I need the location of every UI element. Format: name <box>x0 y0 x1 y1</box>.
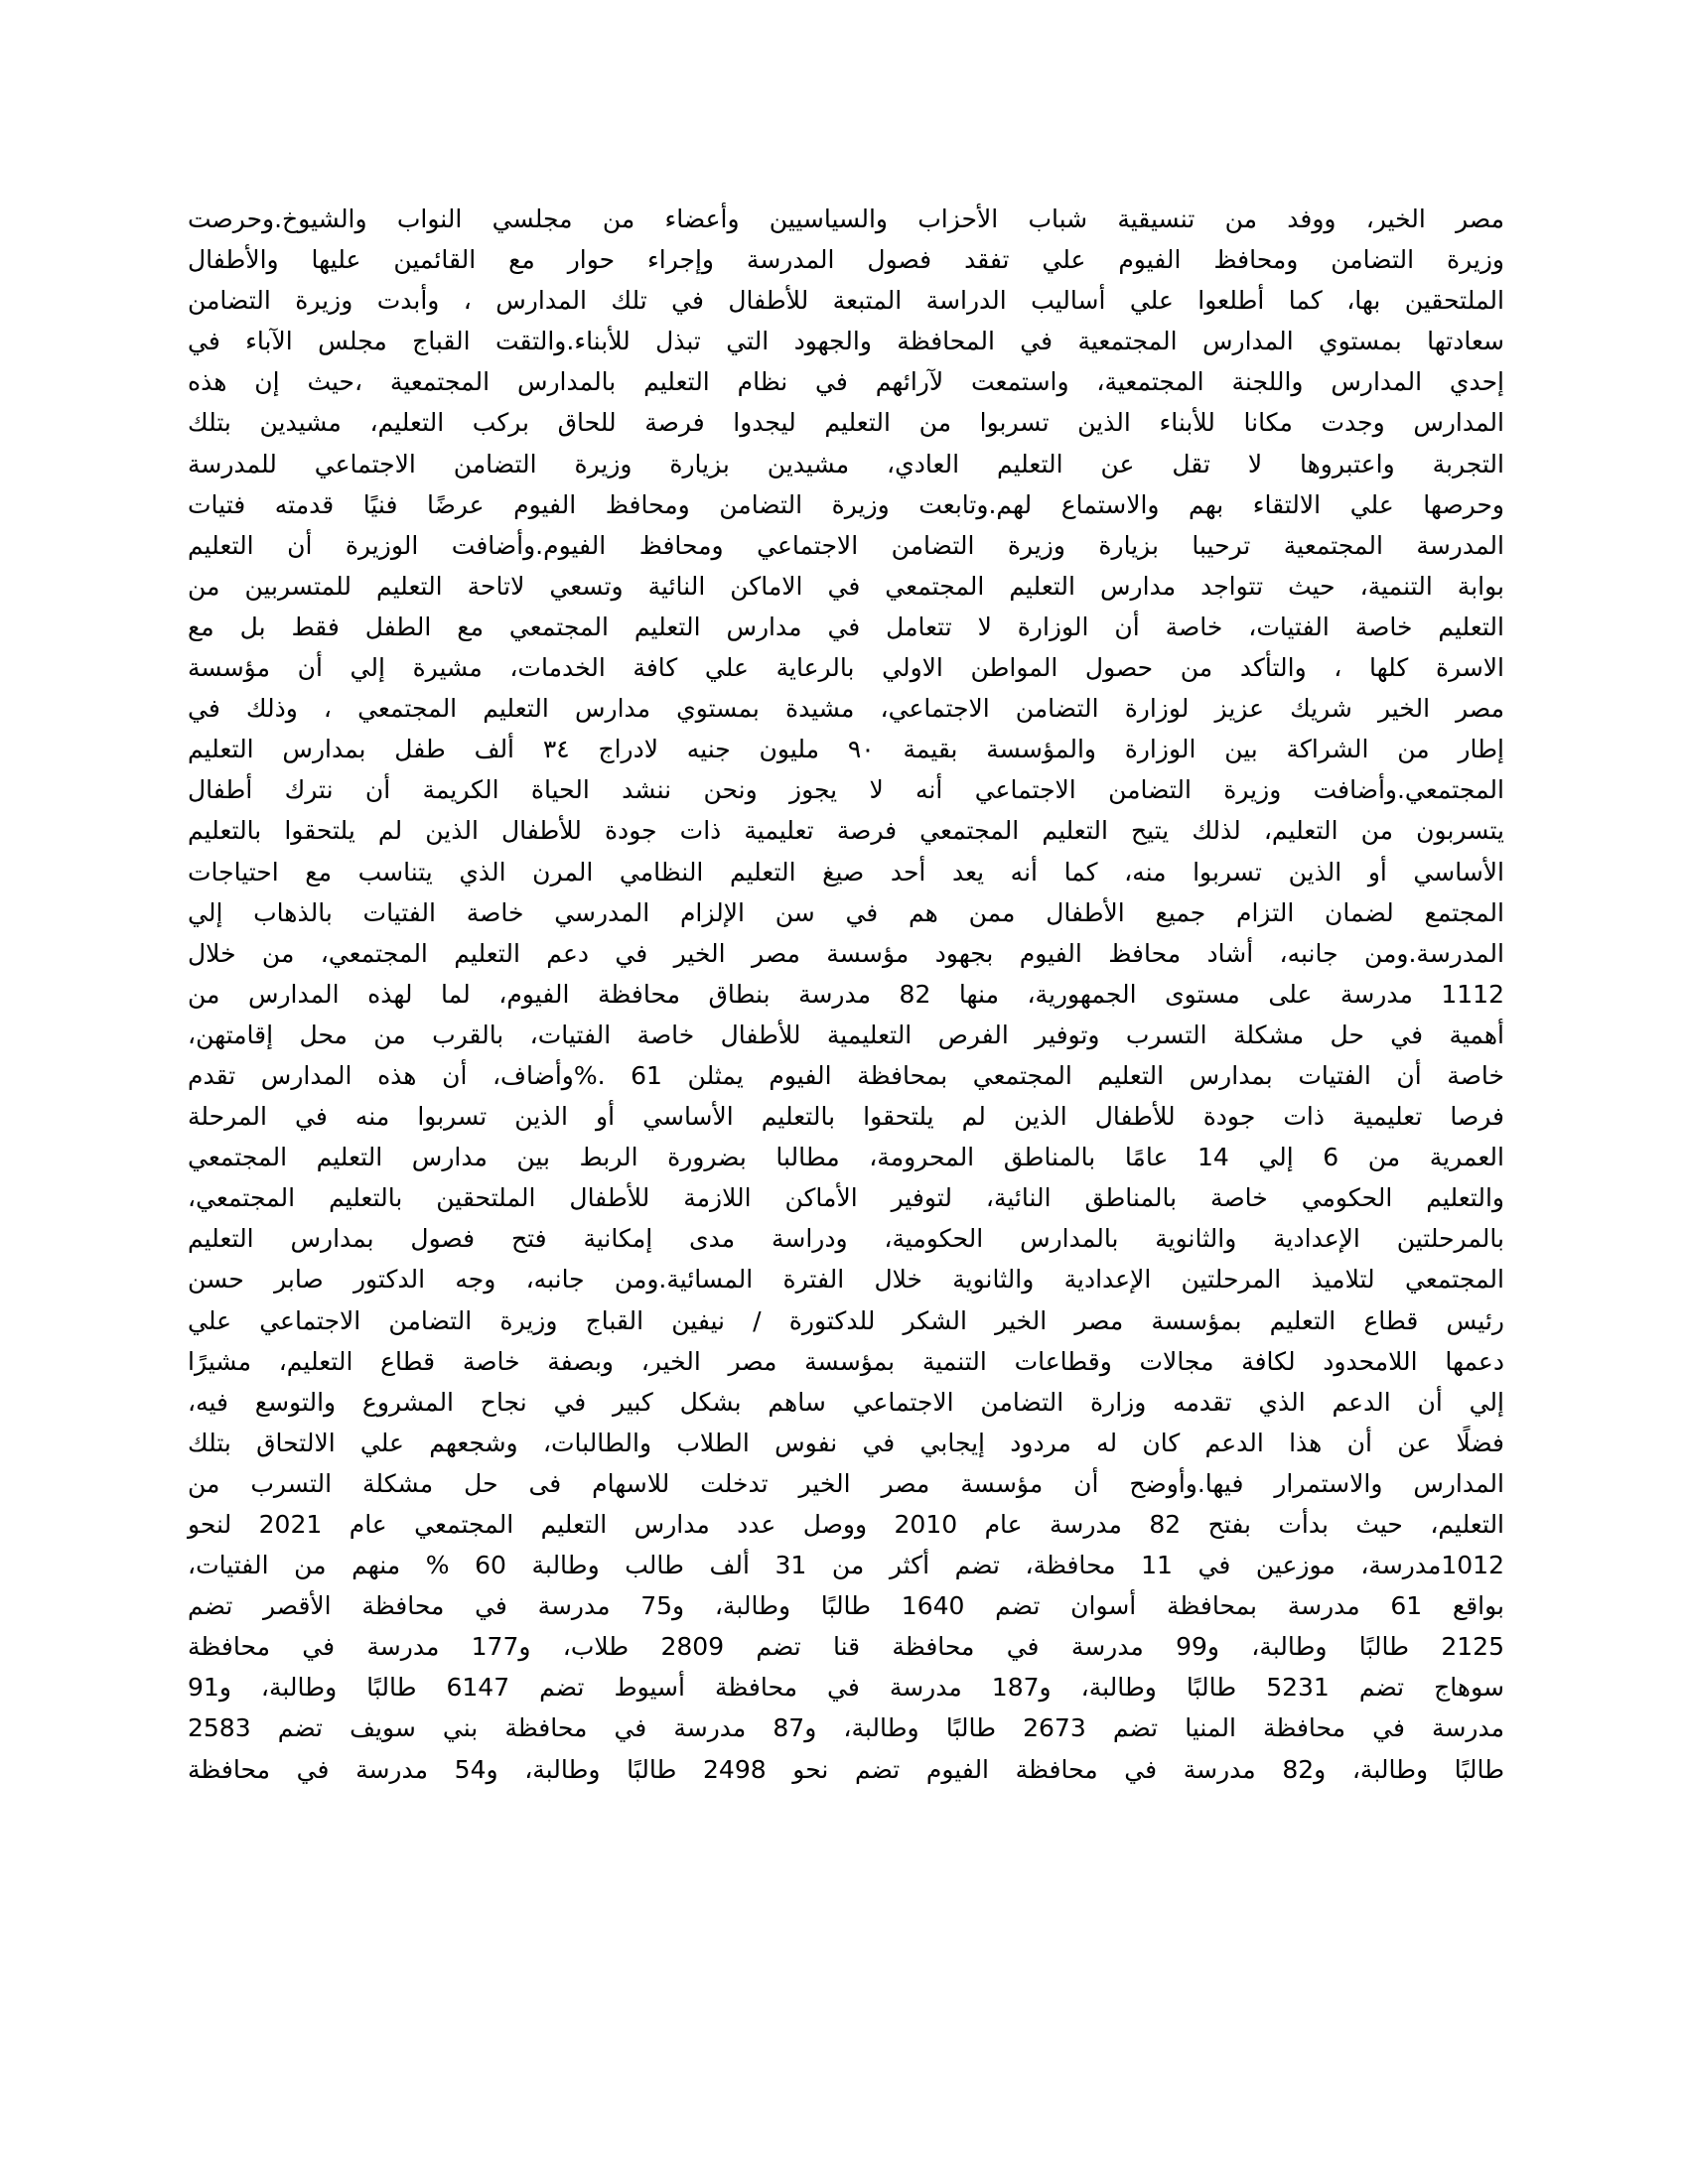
text-line: المدرسة المجتمعية ترحيبا بزيارة وزيرة التضامن الاجتماعي ومحافظ الفيوم.وأضافت الوزيرة أن التعليم <box>188 530 1504 560</box>
text-line: 2125 طالبًا وطالبة، و99 مدرسة في محافظة قنا تضم 2809 طلاب، و177 مدرسة في محافظة <box>188 1632 1504 1662</box>
text-line: المدارس وجدت مكانا للأبناء الذين تسربوا من التعليم ليجدوا فرصة للحاق بركب التعليم، مشيدين بتلك <box>188 408 1504 438</box>
text-line: طالبًا وطالبة، و82 مدرسة في محافظة الفيوم تضم نحو 2498 طالبًا وطالبة، و54 مدرسة في محافظة <box>188 1754 1505 1784</box>
text-line: 1112 مدرسة على مستوى الجمهورية، منها 82 مدرسة بنطاق محافظة الفيوم، لما لهذه المدارس من <box>188 979 1504 1009</box>
text-line: مصر الخير، ووفد من تنسيقية شباب الأحزاب والسياسيين وأعضاء من مجلسي النواب والشيوخ.وحرصت <box>188 205 1504 233</box>
text-line: العمرية من 6 إلي 14 عامًا بالمناطق المحرومة، مطالبا بضرورة الربط بين مدارس التعليم المجتمعي <box>188 1143 1504 1172</box>
text-line: وحرصها علي الالتقاء بهم والاستماع لهم.وتابعت وزيرة التضامن ومحافظ الفيوم عرضًا فنيًا قدمته فتيات <box>188 489 1504 519</box>
text-line: سعادتها بمستوي المدارس المجتمعية في المحافظة والجهود التي تبذل للأبناء.والتقت القباج مجلس الآباء في <box>188 327 1504 356</box>
text-line: أهمية في حل مشكلة التسرب وتوفير الفرص التعليمية للأطفال خاصة الفتيات، بالقرب من محل إقامتهن، <box>188 1020 1504 1049</box>
text-line: بالمرحلتين الإعدادية والثانوية بالمدارس الحكومية، ودراسة مدى إمكانية فتح فصول بمدارس التعليم <box>188 1224 1504 1254</box>
text-line: إلي أن الدعم الذي تقدمه وزارة التضامن الاجتماعي ساهم بشكل كبير في نجاح المشروع والتوسع فيه، <box>188 1387 1504 1417</box>
text-line: التعليم خاصة الفتيات، خاصة أن الوزارة لا تتعامل في مدارس التعليم المجتمعي مع الطفل فقط بل مع <box>188 612 1504 641</box>
text-line: مصر الخير شريك عزيز لوزارة التضامن الاجتماعي، مشيدة بمستوي مدارس التعليم المجتمعي ، وذلك في <box>188 694 1504 724</box>
text-line: الاسرة كلها ، والتأكد من حصول المواطن الاولي بالرعاية علي كافة الخدمات، مشيرة إلي أن مؤسسة <box>188 653 1504 683</box>
text-line: إطار من الشراكة بين الوزارة والمؤسسة بقيمة ٩٠ مليون جنيه لادراج ٣٤ ألف طفل بمدارس التعليم <box>188 735 1505 764</box>
text-line: بوابة التنمية، حيث تتواجد مدارس التعليم المجتمعي في الاماكن النائية وتسعي لاتاحة التعليم للمتسربين من <box>188 571 1504 601</box>
text-line: المجتمعي لتلاميذ المرحلتين الإعدادية والثانوية خلال الفترة المسائية.ومن جانبه، وجه الدكتور صابر حسن <box>188 1265 1504 1295</box>
text-line: دعمها اللامحدود لكافة مجالات وقطاعات التنمية بمؤسسة مصر الخير، وبصفة خاصة قطاع التعليم، مشيرًا <box>188 1346 1504 1376</box>
text-line: 1012مدرسة، موزعين في 11 محافظة، تضم أكثر من 31 ألف طالب وطالبة 60 % منهم من الفتيات، <box>188 1551 1504 1580</box>
text-line: خاصة أن الفتيات بمدارس التعليم المجتمعي بمحافظة الفيوم يمثلن 61 .%وأضاف، أن هذه المدارس تقدم <box>188 1060 1504 1090</box>
text-line: التعليم، حيث بدأت بفتح 82 مدرسة عام 2010 ووصل عدد مدارس التعليم المجتمعي عام 2021 لنحو <box>188 1510 1505 1539</box>
text-line: الملتحقين بها، كما أطلعوا علي أساليب الدراسة المتبعة للأطفال في تلك المدارس ، وأبدت وزيرة التضامن <box>188 286 1504 316</box>
text-line: الأساسي أو الذين تسربوا منه، كما أنه يعد أحد صيغ التعليم النظامي المرن الذي يتناسب مع احتياجات <box>188 857 1504 887</box>
text-line: فرصا تعليمية ذات جودة للأطفال الذين لم يلتحقوا بالتعليم الأساسي أو الذين تسربوا منه في المرحلة <box>188 1102 1504 1132</box>
text-line: والتعليم الحكومي خاصة بالمناطق النائية، لتوفير الأماكن اللازمة للأطفال الملتحقين بالتعليم المجتمعي، <box>188 1183 1504 1213</box>
article-body <box>188 199 1504 1790</box>
text-line: المجتمع لضمان التزام جميع الأطفال ممن هم في سن الإلزام المدرسي خاصة الفتيات بالذهاب إلي <box>188 897 1504 927</box>
text-line: مدرسة في محافظة المنيا تضم 2673 طالبًا وطالبة، و87 مدرسة في محافظة بني سويف تضم 2583 <box>188 1713 1504 1743</box>
text-line: بواقع 61 مدرسة بمحافظة أسوان تضم 1640 طالبًا وطالبة، و75 مدرسة في محافظة الأقصر تضم <box>188 1591 1504 1621</box>
text-line: إحدي المدارس واللجنة المجتمعية، واستمعت لآرائهم في نظام التعليم بالمدارس المجتمعية ،حيث إن هذه <box>188 367 1504 397</box>
text-line: يتسربون من التعليم، لذلك يتيح التعليم المجتمعي فرصة تعليمية ذات جودة للأطفال الذين لم يلتحقوا بالتعليم <box>188 816 1504 846</box>
text-line: وزيرة التضامن ومحافظ الفيوم علي تفقد فصول المدرسة وإجراء حوار مع القائمين عليها والأطفال <box>188 245 1504 275</box>
text-line: رئيس قطاع التعليم بمؤسسة مصر الخير الشكر للدكتورة / نيفين القباج وزيرة التضامن الاجتماعي علي <box>188 1305 1504 1335</box>
text-line: التجربة واعتبروها لا تقل عن التعليم العادي، مشيدين بزيارة وزيرة التضامن الاجتماعي للمدرسة <box>188 449 1504 478</box>
text-line: المدرسة.ومن جانبه، أشاد محافظ الفيوم بجهود مؤسسة مصر الخير في دعم التعليم المجتمعي، من خلال <box>188 938 1504 968</box>
text-line: المجتمعي.وأضافت وزيرة التضامن الاجتماعي أنه لا يجوز ونحن ننشد الحياة الكريمة أن نترك أطفال <box>188 775 1504 805</box>
text-line: سوهاج تضم 5231 طالبًا وطالبة، و187 مدرسة في محافظة أسيوط تضم 6147 طالبًا وطالبة، و91 <box>188 1673 1504 1703</box>
text-line: فضلًا عن أن هذا الدعم كان له مردود إيجابي في نفوس الطلاب والطالبات، وشجعهم علي الالتحاق بتلك <box>188 1428 1504 1457</box>
text-line: المدارس والاستمرار فيها.وأوضح أن مؤسسة مصر الخير تدخلت للاسهام فى حل مشكلة التسرب من <box>188 1468 1504 1498</box>
